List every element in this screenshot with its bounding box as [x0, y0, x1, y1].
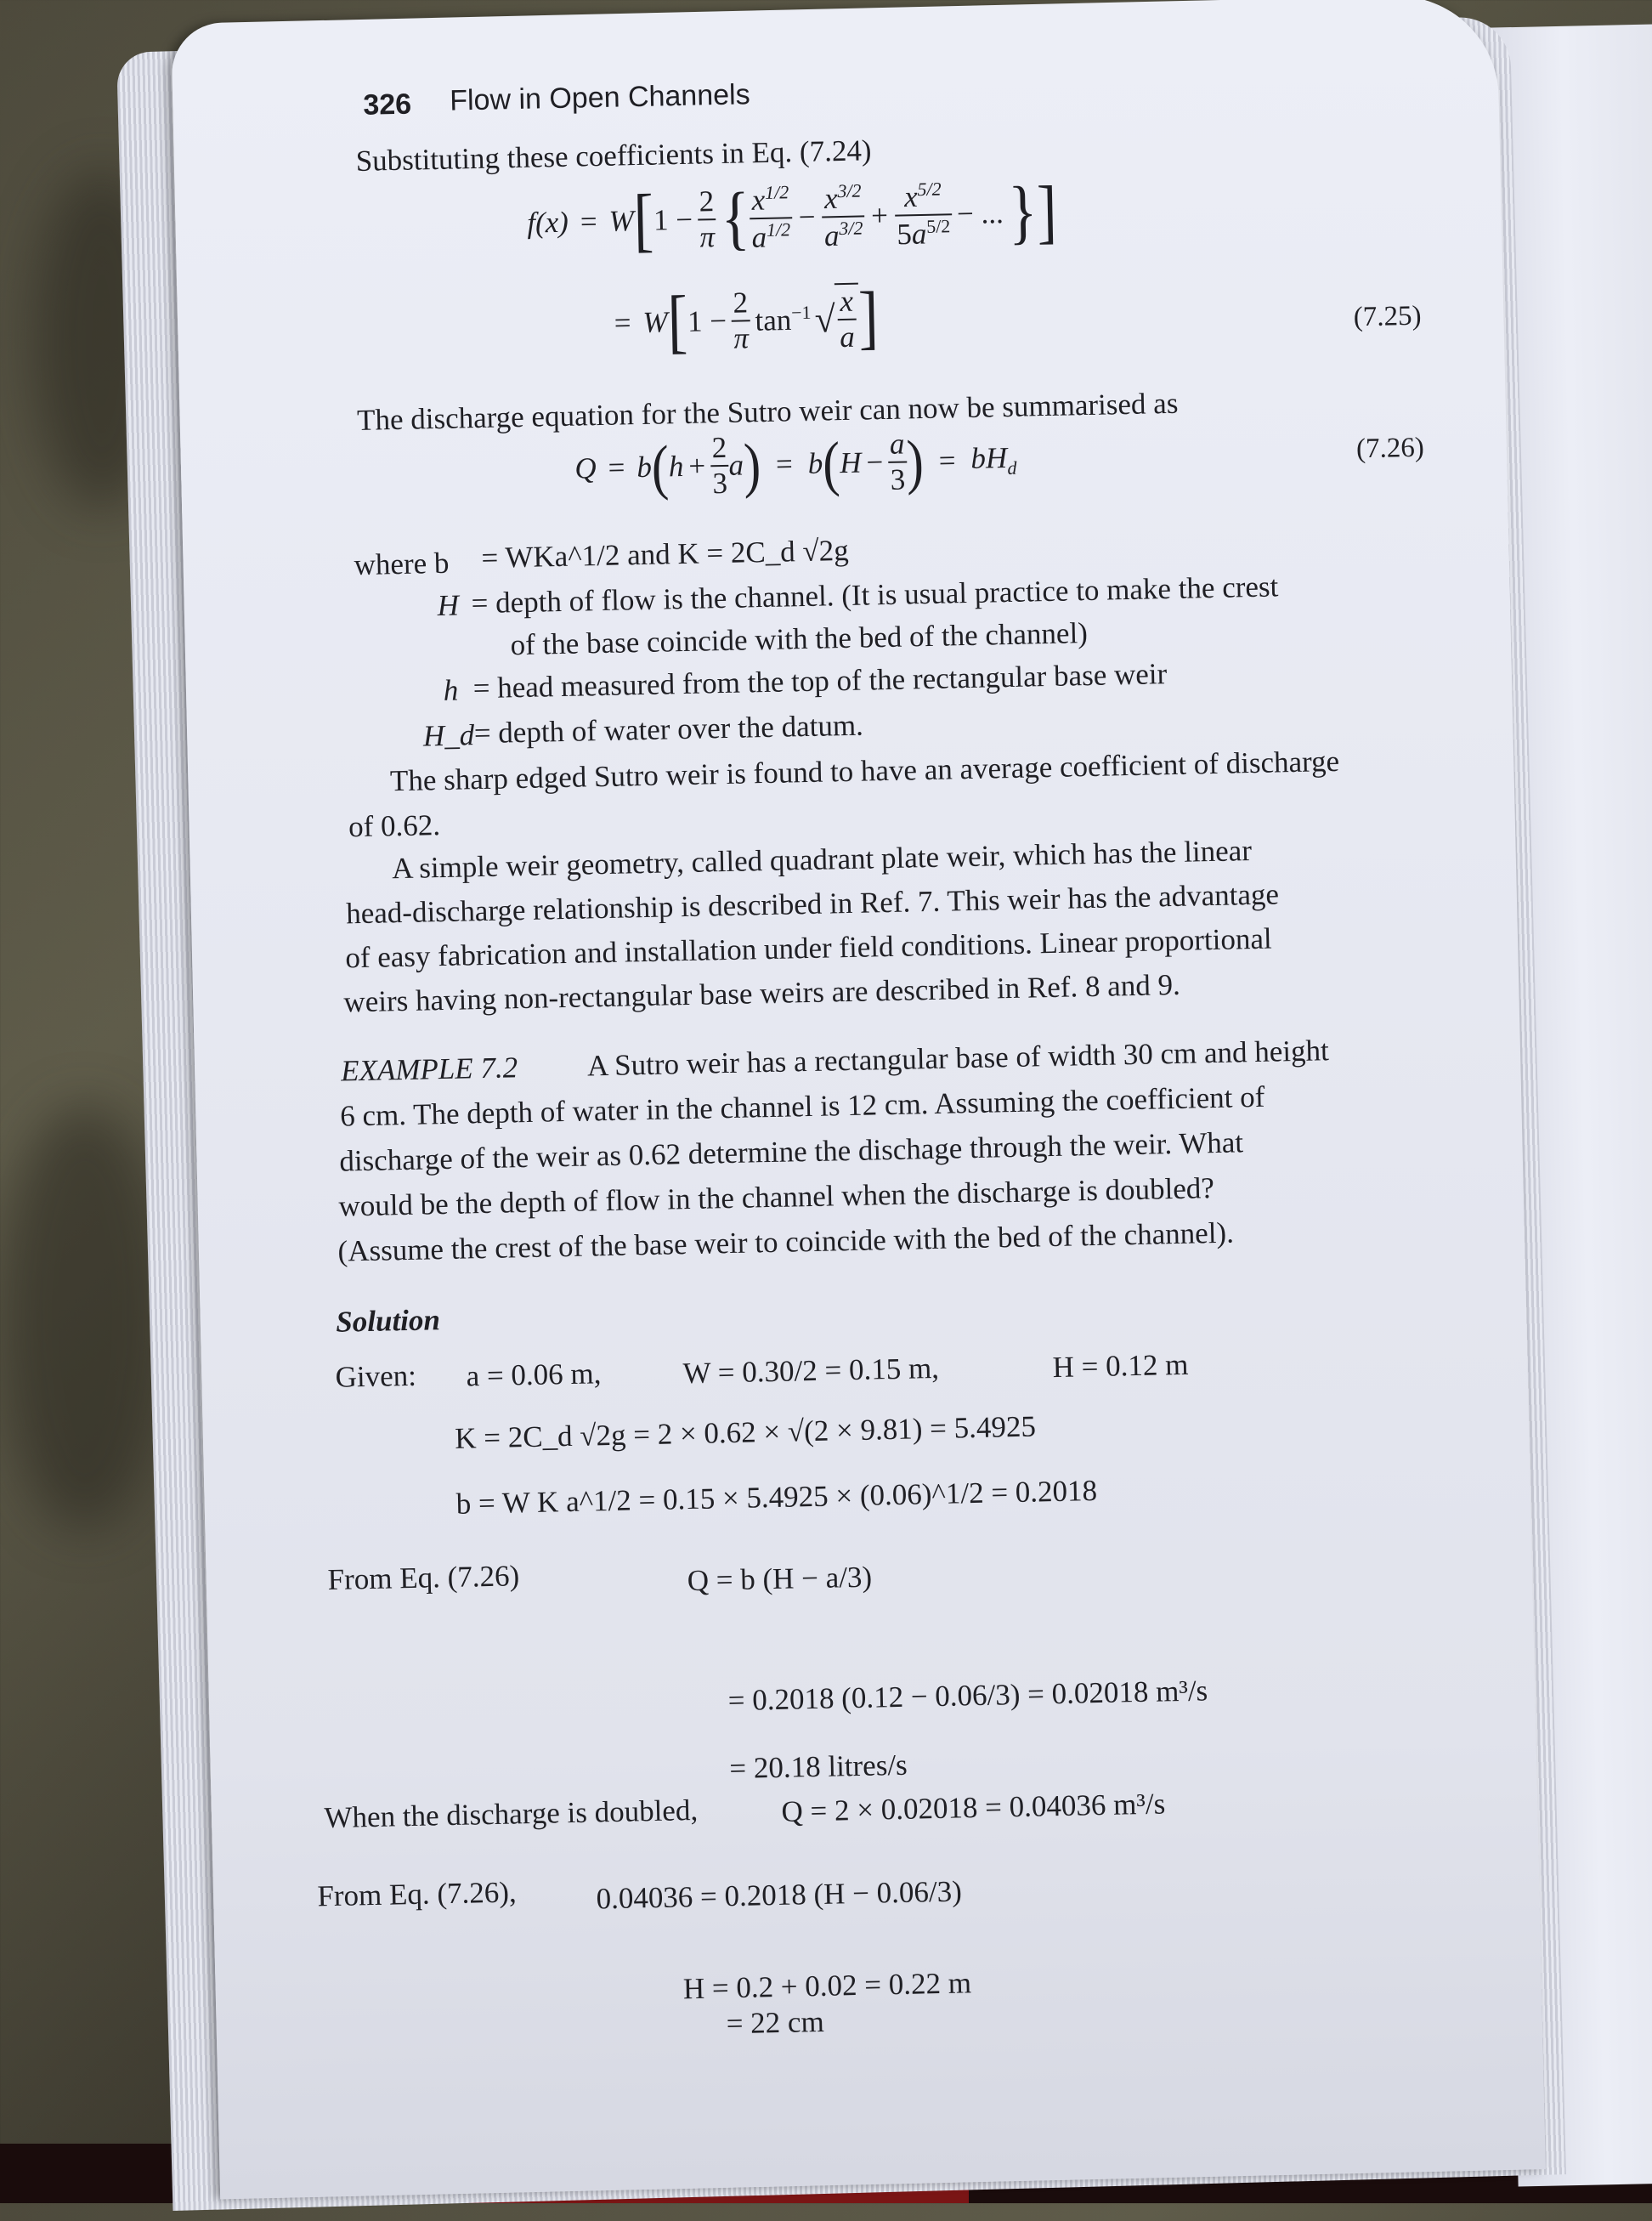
definition-h-text: = head measured from the top of the rectangular base weir [472, 657, 1168, 705]
q-value: = 0.2018 (0.12 − 0.06/3) = 0.02018 m³/s [727, 1674, 1208, 1718]
paragraph-line: of easy fabrication and installation under field conditions. Linear proportional [344, 921, 1273, 975]
given-W: W = 0.30/2 = 0.15 m, [682, 1351, 940, 1391]
definition-b-term: where b [354, 546, 450, 582]
paragraph-line: A simple weir geometry, called quadrant plate weir, which has the linear [391, 834, 1253, 886]
solution-heading: Solution [335, 1303, 441, 1339]
intro-line: Substituting these coefficients in Eq. (7.24) [355, 133, 872, 178]
doubled-text: When the discharge is doubled, [324, 1793, 699, 1835]
equation-number-7-25: (7.25) [1353, 300, 1422, 333]
equation-7-26: Q = b ( h + $\frac{2}{3}$ a ) = b ( H − $\frac{a}{3}$ ) = $bH_d$ [574, 427, 1017, 501]
definition-H-text: = depth of flow is the channel. (It is usual practice to make the crest [471, 569, 1279, 620]
h-result: H = 0.2 + 0.02 = 0.22 m [682, 1966, 972, 2006]
running-title: Flow in Open Channels [449, 78, 750, 117]
example-line: (Assume the crest of the base weir to coincide with the bed of the channel). [337, 1215, 1235, 1268]
example-line: 6 cm. The depth of water in the channel is 12 cm. Assuming the coefficient of [339, 1079, 1265, 1133]
paragraph-line: head-discharge relationship is described in Ref. 7. This weir has the advantage [345, 877, 1280, 931]
doubled-equation: Q = 2 × 0.02018 = 0.04036 m³/s [781, 1787, 1166, 1828]
equation-7-25-line1: f(x) = W [ 1 − $\frac{2}{\pi}$ { $\frac{x^{1/2}}{a^{1/2}}$ − $\frac{x^{3/2}}{a^{3/2}}$ + $\frac{x^{5/2}}{5a^{5/2}}$ − ... } ] [526, 172, 1058, 260]
solve-equation: 0.04036 = 0.2018 (H − 0.06/3) [596, 1874, 963, 1916]
definition-h-term: h [443, 673, 459, 707]
paragraph-line: weirs having non-rectangular base weirs are described in Ref. 8 and 9. [343, 967, 1181, 1019]
definition-Hd-term: H_d [422, 718, 475, 753]
given-H: H = 0.12 m [1052, 1347, 1189, 1385]
equation-number-7-26: (7.26) [1355, 432, 1425, 465]
definition-Hd-text: = depth of water over the datum. [473, 708, 864, 751]
given-a: a = 0.06 m, [466, 1357, 602, 1393]
q-litres: = 20.18 litres/s [729, 1748, 908, 1786]
paragraph-line: of 0.62. [348, 808, 441, 844]
from-eq-label: From Eq. (7.26) [327, 1559, 520, 1597]
definition-b-text: = WKa^1/2 and K = 2C_d √2g [481, 533, 850, 575]
q-formula: Q = b (H − a/3) [687, 1560, 873, 1598]
example-line: discharge of the weir as 0.62 determine the dischage through the weir. What [338, 1125, 1244, 1178]
b-calculation: b = W K a^1/2 = 0.15 × 5.4925 × (0.06)^1/2 = 0.2018 [455, 1474, 1098, 1521]
page-number: 326 [362, 88, 412, 122]
k-calculation: K = 2C_d √2g = 2 × 0.62 × √(2 × 9.81) = 5.4925 [454, 1409, 1037, 1455]
definition-H-text-cont: of the base coincide with the bed of the channel) [510, 616, 1089, 662]
paragraph-line: The sharp edged Sutro weir is found to have an average coefficient of discharge [389, 744, 1340, 798]
example-label: EXAMPLE 7.2 [340, 1051, 518, 1088]
h-result-cm: = 22 cm [726, 2004, 825, 2041]
example-line: would be the depth of flow in the channel when the discharge is doubled? [338, 1171, 1215, 1223]
from-eq-label-2: From Eq. (7.26), [317, 1875, 518, 1913]
equation-7-25-line2: = W [ 1 − $\frac{2}{\pi}$ $\tan^{-1}$ √ $\frac{x}{a}$ ] [614, 278, 880, 361]
given-label: Given: [335, 1358, 417, 1394]
definition-H-term: H [437, 588, 460, 623]
eq-lhs-fx: f(x) [526, 205, 569, 240]
example-line: A Sutro weir has a rectangular base of width 30 cm and height [586, 1034, 1330, 1083]
summary-line: The discharge equation for the Sutro weir can now be summarised as [356, 386, 1179, 437]
